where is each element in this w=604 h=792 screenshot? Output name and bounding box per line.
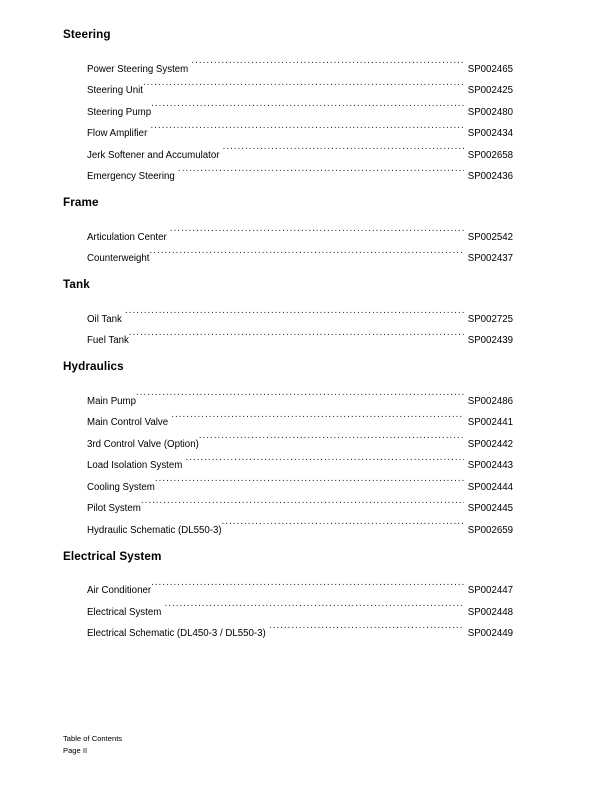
toc-entry-title: Main Pump (87, 395, 136, 407)
toc-entry-page-number: SP002441 (467, 417, 513, 428)
toc-entry-page-number: SP002434 (467, 128, 513, 139)
toc-entry-title: Pilot System (87, 503, 141, 514)
toc-dot-leader (269, 615, 464, 637)
toc-section-heading: Hydraulics (63, 360, 124, 373)
toc-entry-title: Power Steering System (87, 63, 189, 75)
toc-dot-leader (143, 72, 464, 94)
toc-entry-page-number: SP002443 (467, 460, 513, 471)
toc-entry-page-number: SP002449 (467, 628, 513, 639)
toc-entry-page-number: SP002542 (467, 231, 513, 243)
toc-entry[interactable] (63, 572, 513, 594)
toc-section (63, 360, 513, 536)
toc-entry-title: Emergency Steering (87, 171, 175, 182)
toc-entry-page-number: SP002480 (467, 106, 513, 118)
toc-entry-list (63, 300, 513, 346)
toc-dot-leader (151, 93, 464, 115)
toc-entry-page-number: SP002658 (467, 149, 513, 161)
toc-section-heading: Steering (63, 28, 111, 41)
toc-entry-title: Counterweight (87, 253, 150, 264)
toc-entry-page-number: SP002439 (467, 335, 513, 346)
toc-entry-title: Flow Amplifier (87, 128, 148, 139)
toc-section (63, 28, 513, 182)
toc-dot-leader (199, 425, 465, 447)
toc-entry-title: Electrical System (87, 606, 162, 618)
toc-dot-leader (155, 468, 465, 490)
toc-entry-page-number: SP002725 (467, 313, 513, 325)
toc-entry-page-number: SP002486 (467, 395, 513, 407)
toc-dot-leader (170, 218, 464, 240)
toc-entry-title: Air Conditioner (87, 585, 152, 596)
toc-entry-page-number: SP002442 (467, 438, 513, 450)
toc-entry-list (63, 218, 513, 264)
toc-entry-title: Cooling System (87, 481, 155, 493)
toc-dot-leader (171, 404, 464, 426)
toc-dot-leader (191, 50, 464, 72)
toc-entry-page-number: SP002465 (467, 63, 513, 75)
toc-entry-page-number: SP002447 (467, 585, 513, 596)
toc-dot-leader (164, 593, 464, 615)
toc-entry-page-number: SP002445 (467, 503, 513, 514)
footer-title: Table of Contents (63, 734, 123, 743)
toc-entry-page-number: SP002425 (467, 85, 513, 96)
toc-section-heading: Tank (63, 278, 90, 291)
toc-entry[interactable] (63, 322, 513, 344)
toc-entry-page-number: SP002436 (467, 171, 513, 182)
toc-dot-leader (222, 511, 465, 533)
toc-section-heading: Frame (63, 196, 99, 209)
toc-entry-title: Electrical Schematic (DL450-3 / DL550-3) (87, 628, 266, 639)
toc-entry-title: Steering Unit (87, 85, 144, 96)
toc-dot-leader (150, 115, 464, 137)
toc-dot-leader (151, 572, 464, 594)
toc-entry-page-number: SP002448 (467, 606, 513, 618)
toc-entry-title: Steering Pump (87, 106, 152, 118)
toc-entry[interactable] (63, 382, 513, 407)
toc-entry[interactable] (63, 218, 513, 243)
toc-entry-page-number: SP002437 (467, 253, 513, 264)
toc-entry[interactable] (63, 300, 513, 325)
toc-dot-leader (129, 322, 465, 344)
table-of-contents (63, 28, 513, 639)
toc-entry-title: Fuel Tank (87, 335, 129, 346)
toc-entry-title: Articulation Center (87, 231, 167, 243)
toc-entry-title: 3rd Control Valve (Option) (87, 438, 199, 450)
toc-entry-page-number: SP002444 (467, 481, 513, 493)
toc-dot-leader (136, 382, 464, 404)
toc-dot-leader (223, 136, 465, 158)
toc-dot-leader (125, 300, 464, 322)
toc-entry-title: Oil Tank (87, 313, 122, 325)
toc-entry-page-number: SP002659 (467, 524, 513, 536)
toc-dot-leader (186, 447, 465, 469)
page-footer (63, 733, 122, 756)
toc-entry-title: Load Isolation System (87, 460, 183, 471)
toc-entry-list (63, 50, 513, 182)
toc-dot-leader (141, 490, 465, 512)
toc-entry-list (63, 382, 513, 536)
toc-section (63, 196, 513, 264)
toc-section (63, 550, 513, 637)
toc-entry[interactable] (63, 50, 513, 75)
toc-section (63, 278, 513, 346)
toc-entry-title: Jerk Softener and Accumulator (87, 149, 220, 161)
toc-entry-title: Main Control Valve (87, 417, 169, 428)
toc-dot-leader (149, 240, 464, 262)
toc-section-heading: Electrical System (63, 549, 162, 563)
toc-entry-list (63, 572, 513, 637)
footer-page-label: Page II (63, 745, 88, 755)
toc-dot-leader (178, 158, 464, 180)
toc-entry-title: Hydraulic Schematic (DL550-3) (87, 524, 222, 536)
